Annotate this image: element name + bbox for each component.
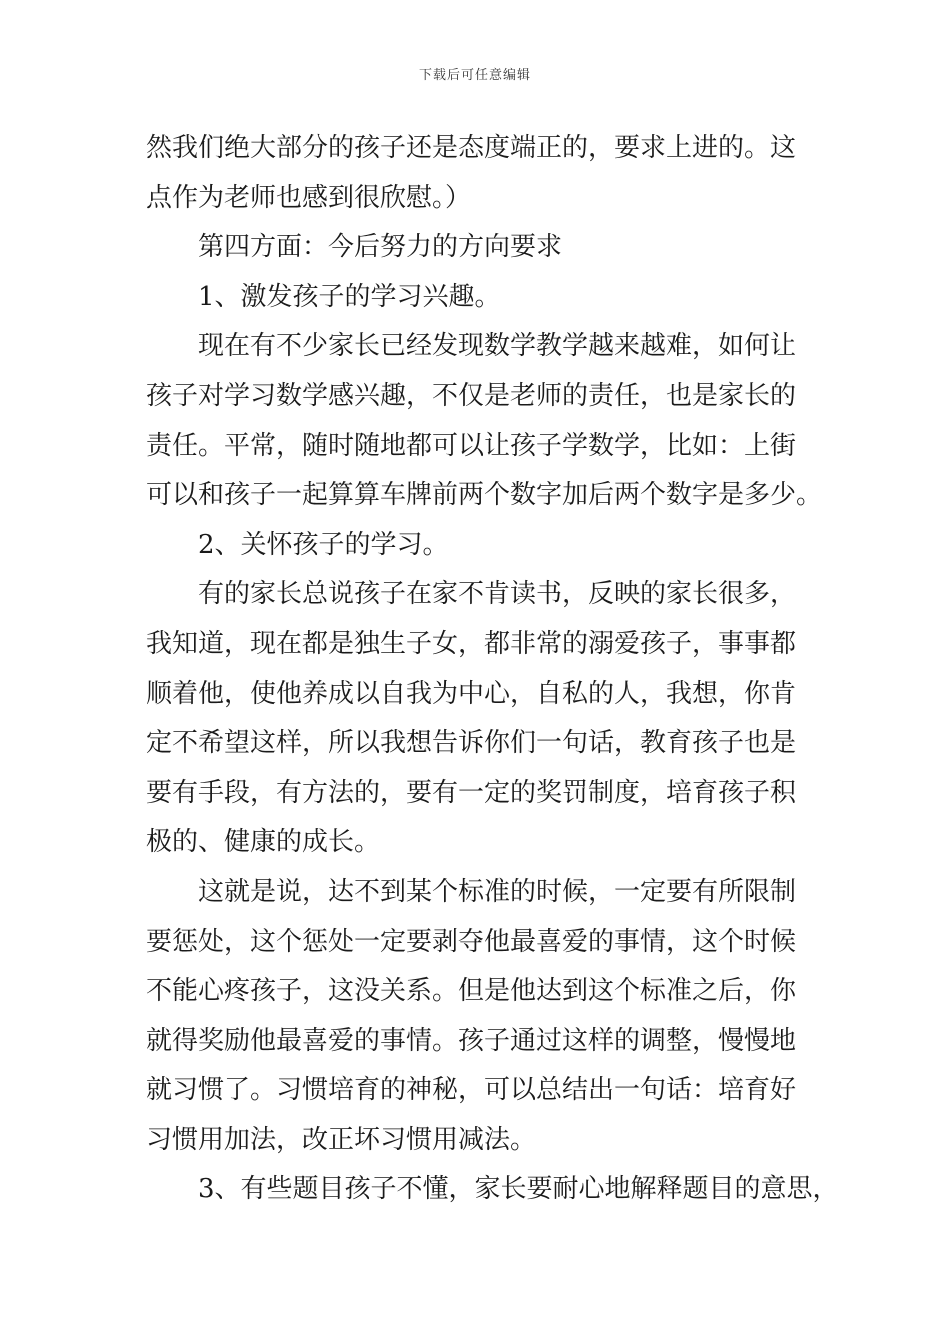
list-item-heading: 2、关怀孩子的学习。 xyxy=(198,529,449,560)
text-line: 极的、健康的成长。 xyxy=(146,827,381,858)
text-line: 可以和孩子一起算算车牌前两个数字加后两个数字是多少。 xyxy=(146,480,823,511)
text-line: 我知道，现在都是独生子女，都非常的溺爱孩子，事事都 xyxy=(146,628,797,659)
text-line: 然我们绝大部分的孩子还是态度端正的，要求上进的。这 xyxy=(146,133,797,163)
text-line: 这就是说，达不到某个标准的时候，一定要有所限制 xyxy=(198,876,797,907)
text-line: 要惩处，这个惩处一定要剥夺他最喜爱的事情，这个时候 xyxy=(146,926,797,957)
text-line: 有的家长总说孩子在家不肯读书，反映的家长很多， xyxy=(198,579,797,610)
text-line: 现在有不少家长已经发现数学教学越来越难，如何让 xyxy=(198,331,797,362)
text-line: 定不希望这样，所以我想告诉你们一句话，教育孩子也是 xyxy=(146,728,797,759)
text-line: 就习惯了。习惯培育的神秘，可以总结出一句话：培育好 xyxy=(146,1075,797,1106)
section-heading: 第四方面：今后努力的方向要求 xyxy=(198,232,563,263)
text-line: 责任。平常，随时随地都可以让孩子学数学，比如：上街 xyxy=(146,430,797,461)
text-line: 要有手段，有方法的，要有一定的奖罚制度，培育孩子积 xyxy=(146,777,797,808)
text-line: 不能心疼孩子，这没关系。但是他达到这个标准之后，你 xyxy=(146,976,797,1007)
document-body xyxy=(146,124,839,1215)
text-line: 顺着他，使他养成以自我为中心，自私的人，我想，你肯 xyxy=(146,678,797,709)
list-item-heading: 3、有些题目孩子不懂，家长要耐心地解释题目的意思， xyxy=(198,1174,839,1205)
text-line: 就得奖励他最喜爱的事情。孩子通过这样的调整，慢慢地 xyxy=(146,1025,797,1056)
list-item-heading: 1、激发孩子的学习兴趣。 xyxy=(198,281,501,312)
text-line: 点作为老师也感到很欣慰。） xyxy=(146,182,472,213)
text-line: 孩子对学习数学感兴趣，不仅是老师的责任，也是家长的 xyxy=(146,380,797,411)
text-line: 习惯用加法，改正坏习惯用减法。 xyxy=(146,1124,537,1155)
page-header: 下载后可任意编辑 xyxy=(418,68,531,83)
